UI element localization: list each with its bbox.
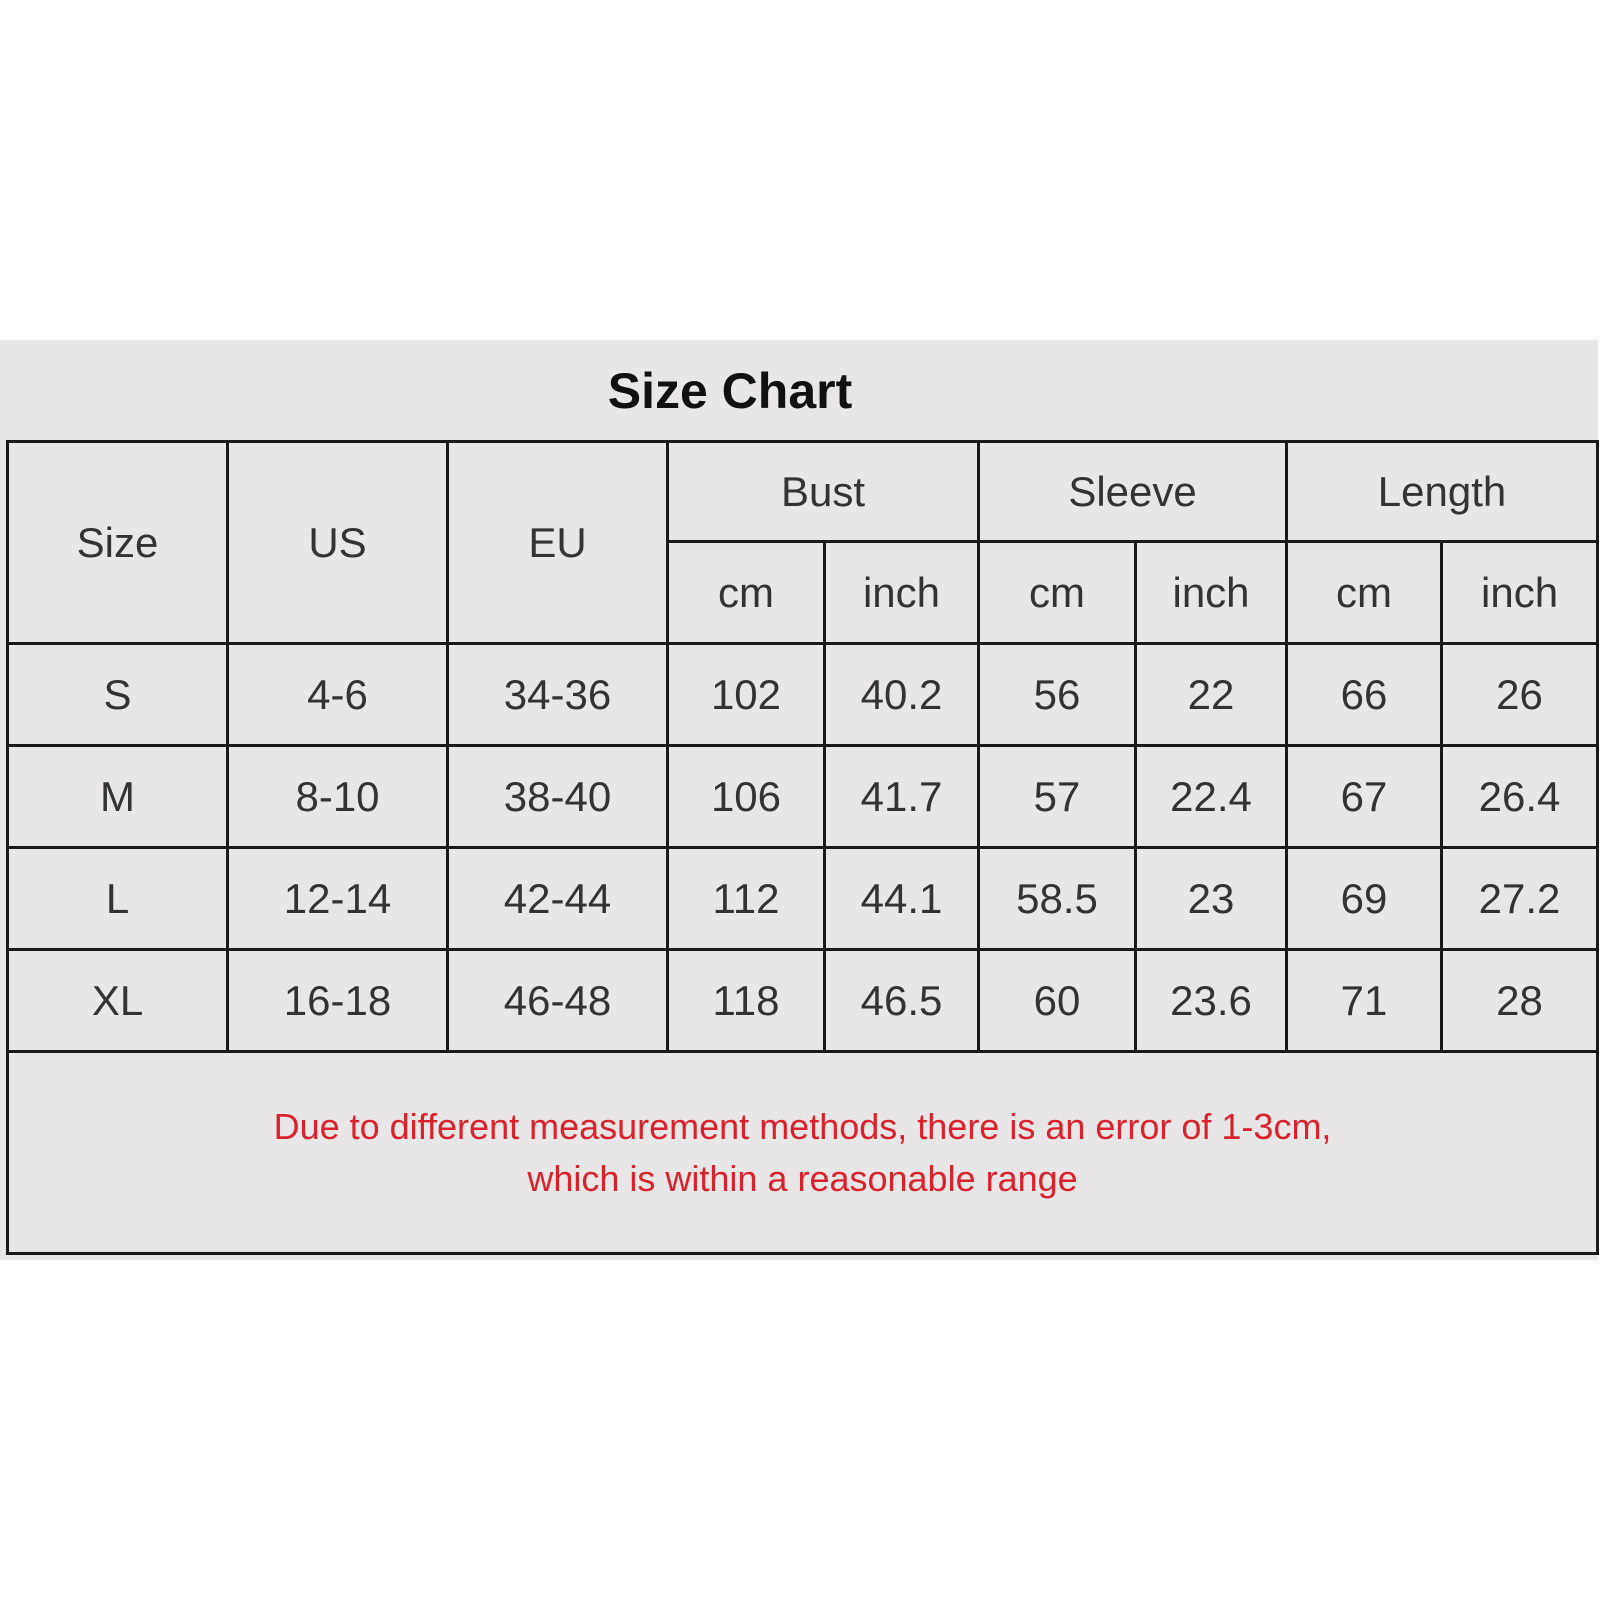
cell-eu: 34-36 (448, 644, 668, 746)
cell-us: 12-14 (228, 848, 448, 950)
cell-length-inch: 26 (1442, 644, 1598, 746)
unit-length-inch: inch (1442, 542, 1598, 644)
note-line-1: Due to different measurement methods, there is an error of 1-3cm, (273, 1105, 1332, 1147)
unit-sleeve-inch: inch (1136, 542, 1287, 644)
cell-sleeve-inch: 22.4 (1136, 746, 1287, 848)
cell-length-cm: 66 (1287, 644, 1442, 746)
cell-eu: 42-44 (448, 848, 668, 950)
cell-sleeve-cm: 56 (979, 644, 1136, 746)
cell-sleeve-cm: 60 (979, 950, 1136, 1052)
cell-length-inch: 27.2 (1442, 848, 1598, 950)
cell-size: L (8, 848, 228, 950)
cell-length-inch: 26.4 (1442, 746, 1598, 848)
cell-bust-cm: 106 (668, 746, 825, 848)
cell-us: 16-18 (228, 950, 448, 1052)
cell-size: XL (8, 950, 228, 1052)
cell-eu: 46-48 (448, 950, 668, 1052)
header-length: Length (1287, 442, 1598, 542)
table-row (8, 644, 1598, 746)
cell-bust-cm: 112 (668, 848, 825, 950)
cell-bust-inch: 41.7 (825, 746, 979, 848)
note-row (8, 1052, 1598, 1254)
cell-sleeve-cm: 57 (979, 746, 1136, 848)
header-us: US (228, 442, 448, 644)
header-eu: EU (448, 442, 668, 644)
cell-eu: 38-40 (448, 746, 668, 848)
cell-bust-inch: 40.2 (825, 644, 979, 746)
table-row (8, 950, 1598, 1052)
table-row (8, 848, 1598, 950)
cell-bust-inch: 46.5 (825, 950, 979, 1052)
header-row-groups (8, 442, 1598, 542)
unit-length-cm: cm (1287, 542, 1442, 644)
table-row (8, 746, 1598, 848)
page-title: Size Chart (607, 363, 853, 419)
cell-sleeve-inch: 23.6 (1136, 950, 1287, 1052)
cell-size: M (8, 746, 228, 848)
size-table (6, 440, 1599, 1255)
header-sleeve: Sleeve (979, 442, 1287, 542)
measurement-note (8, 1052, 1598, 1254)
cell-length-cm: 67 (1287, 746, 1442, 848)
header-bust: Bust (668, 442, 979, 542)
header-size: Size (8, 442, 228, 644)
cell-bust-cm: 118 (668, 950, 825, 1052)
cell-sleeve-inch: 23 (1136, 848, 1287, 950)
cell-length-cm: 71 (1287, 950, 1442, 1052)
unit-bust-cm: cm (668, 542, 825, 644)
cell-bust-cm: 102 (668, 644, 825, 746)
cell-sleeve-cm: 58.5 (979, 848, 1136, 950)
cell-length-cm: 69 (1287, 848, 1442, 950)
unit-bust-inch: inch (825, 542, 979, 644)
cell-us: 8-10 (228, 746, 448, 848)
cell-size: S (8, 644, 228, 746)
note-line-2: which is within a reasonable range (527, 1157, 1078, 1199)
cell-bust-inch: 44.1 (825, 848, 979, 950)
cell-sleeve-inch: 22 (1136, 644, 1287, 746)
cell-us: 4-6 (228, 644, 448, 746)
cell-length-inch: 28 (1442, 950, 1598, 1052)
unit-sleeve-cm: cm (979, 542, 1136, 644)
